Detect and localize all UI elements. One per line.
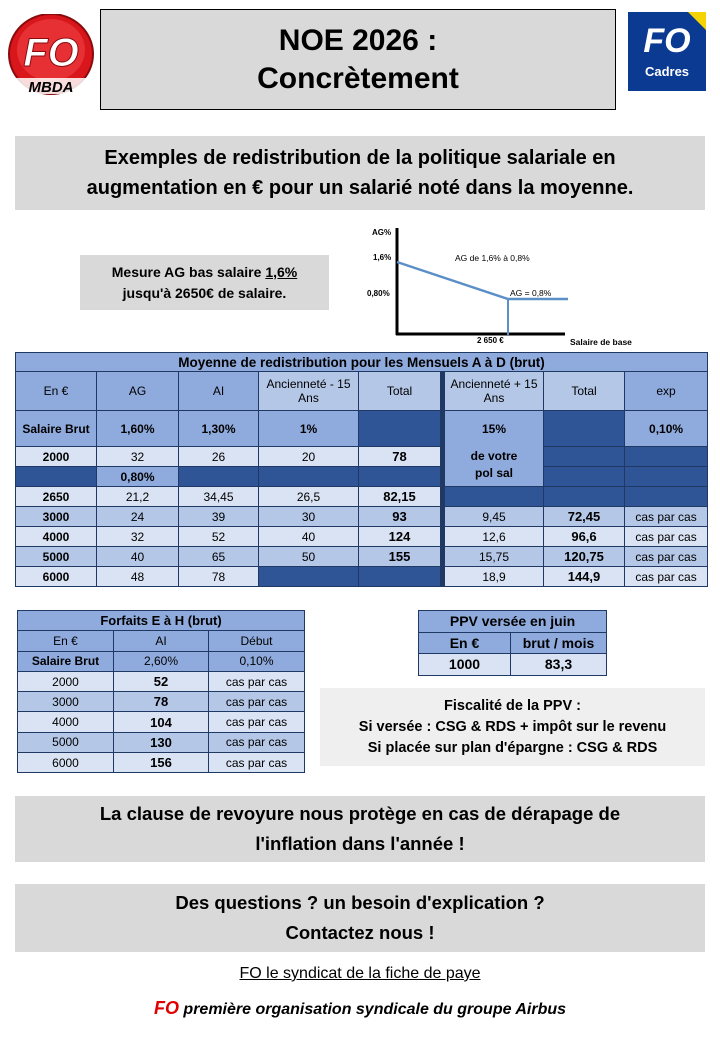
cell: 104 — [114, 712, 209, 732]
cell: cas par cas — [625, 547, 708, 567]
cell: 130 — [114, 732, 209, 752]
cell: 32 — [97, 527, 179, 547]
cell: 78 — [359, 447, 441, 467]
col-header: Total — [359, 372, 441, 411]
cell: 124 — [359, 527, 441, 547]
cell: 78 — [114, 692, 209, 712]
rate-label: Salaire Brut — [18, 651, 114, 671]
footer-slogan — [0, 965, 720, 983]
cell: 3000 — [16, 507, 97, 527]
footer-line-1: FO le syndicat de la fiche de paye — [239, 965, 481, 982]
clause-line-2: l'inflation dans l'année ! — [255, 833, 465, 854]
cell: 9,45 — [445, 507, 544, 527]
cell: 96,6 — [544, 527, 625, 547]
cell: 52 — [179, 527, 259, 547]
clause-banner — [15, 796, 705, 862]
rate-label: Salaire Brut — [16, 411, 97, 447]
contact-banner — [15, 884, 705, 952]
footer-brand: FO — [153, 998, 179, 1018]
footer-line-2: première organisation syndicale du groupe Airbus — [178, 1001, 567, 1018]
cell: 26 — [179, 447, 259, 467]
cell: 40 — [259, 527, 359, 547]
col-header: En € — [18, 631, 114, 651]
ag-diagram — [360, 225, 650, 350]
cell: 93 — [359, 507, 441, 527]
intro-line-1: Exemples de redistribution de la politique salariale en — [104, 147, 616, 169]
cell: 24 — [97, 507, 179, 527]
rate-debut: 0,10% — [209, 651, 305, 671]
cell: 40 — [97, 547, 179, 567]
cell: cas par cas — [209, 732, 305, 752]
ppv-title: PPV versée en juin — [419, 611, 607, 633]
slope-annotation: AG de 1,6% à 0,8% — [455, 253, 530, 263]
fiscalite-box — [320, 688, 705, 766]
cell: cas par cas — [209, 692, 305, 712]
cell: cas par cas — [209, 753, 305, 773]
cell: 39 — [179, 507, 259, 527]
cell: cas par cas — [209, 712, 305, 732]
rate-ag: 1,60% — [97, 411, 179, 447]
cell: 82,15 — [359, 487, 441, 507]
cell: 3000 — [18, 692, 114, 712]
fo-cadres-logo — [628, 12, 706, 91]
table-row — [16, 487, 708, 507]
footer-tagline — [0, 998, 720, 1019]
x-tick: 2 650 € — [477, 336, 504, 345]
table-row — [16, 547, 708, 567]
cell: 15,75 — [445, 547, 544, 567]
cell: 26,5 — [259, 487, 359, 507]
rate-exp: 0,10% — [625, 411, 708, 447]
cell: cas par cas — [625, 527, 708, 547]
cell: 6000 — [18, 753, 114, 773]
cell: 50 — [259, 547, 359, 567]
cell: 156 — [114, 753, 209, 773]
col-header: Ancienneté + 15 Ans — [445, 372, 544, 411]
contact-line-2: Contactez nous ! — [285, 922, 435, 943]
cell: cas par cas — [209, 671, 305, 691]
cell: 155 — [359, 547, 441, 567]
table-row — [16, 567, 708, 587]
cell: 32 — [97, 447, 179, 467]
table-row — [16, 527, 708, 547]
cell: 2650 — [16, 487, 97, 507]
col-header: AI — [179, 372, 259, 411]
cell: 20 — [259, 447, 359, 467]
cell: 4000 — [16, 527, 97, 547]
table-row — [18, 692, 305, 712]
col-header: AG — [97, 372, 179, 411]
col-header: En € — [419, 632, 511, 654]
cell: 18,9 — [445, 567, 544, 587]
contact-line-1: Des questions ? un besoin d'explication ? — [175, 892, 545, 913]
col-header: Début — [209, 631, 305, 651]
y-tick-low: 0,80% — [367, 289, 390, 298]
clause-line-1: La clause de revoyure nous protège en cas de dérapage de — [99, 803, 621, 824]
cell: cas par cas — [625, 507, 708, 527]
cell: 4000 — [18, 712, 114, 732]
cell: 5000 — [18, 732, 114, 752]
col-header: exp — [625, 372, 708, 411]
col-header: brut / mois — [511, 632, 607, 654]
col-header: En € — [16, 372, 97, 411]
mesure-prefix: Mesure AG bas salaire — [111, 263, 266, 280]
fiscalite-title: Fiscalité de la PPV : — [444, 697, 581, 714]
forfaits-table — [17, 610, 305, 773]
pol-sal-note: de votre pol sal — [470, 449, 518, 480]
col-header: Ancienneté - 15 Ans — [259, 372, 359, 411]
mesure-rate: 1,6% — [265, 263, 298, 280]
rate-anc-plus — [445, 411, 544, 487]
table-row — [419, 654, 607, 676]
fo-mbda-logo — [6, 14, 96, 98]
fiscalite-line-1: Si versée : CSG & RDS + impôt sur le revenu — [358, 718, 667, 735]
rate-ai: 2,60% — [114, 651, 209, 671]
cell: cas par cas — [625, 567, 708, 587]
table-row — [18, 753, 305, 773]
cell: 78 — [179, 567, 259, 587]
title-line-2: Concrètement — [257, 62, 459, 95]
intro-line-2: augmentation en € pour un salarié noté dans la moyenne. — [86, 177, 634, 199]
table-title: Moyenne de redistribution pour les Mensuels A à D (brut) — [16, 353, 708, 372]
table-row — [18, 732, 305, 752]
cell: 120,75 — [544, 547, 625, 567]
mesure-line-2: jusqu'à 2650€ de salaire. — [122, 284, 287, 301]
table-row — [18, 712, 305, 732]
cell: 2000 — [16, 447, 97, 467]
title-line-1: NOE 2026 : — [278, 24, 438, 57]
rate-ai: 1,30% — [179, 411, 259, 447]
cell: 48 — [97, 567, 179, 587]
rate-anc-plus-value: 15% — [481, 422, 507, 436]
cell: 83,3 — [511, 654, 607, 676]
fiscalite-line-2: Si placée sur plan d'épargne : CSG & RDS — [367, 739, 658, 756]
rate-anc: 1% — [259, 411, 359, 447]
table-row — [16, 447, 708, 467]
x-axis-label: Salaire de base — [570, 337, 632, 347]
cell: 144,9 — [544, 567, 625, 587]
cell: 65 — [179, 547, 259, 567]
cell: 52 — [114, 671, 209, 691]
flat-annotation: AG = 0,8% — [510, 288, 552, 298]
intro-banner — [15, 136, 705, 210]
table-row — [18, 671, 305, 691]
cell: 5000 — [16, 547, 97, 567]
fo-cadres-logo-sub: Cadres — [644, 64, 690, 79]
mensuels-table — [15, 352, 708, 587]
ppv-table — [418, 610, 607, 676]
table-row — [16, 507, 708, 527]
cell: 12,6 — [445, 527, 544, 547]
y-tick-high: 1,6% — [373, 253, 392, 262]
svg-text:MBDA: MBDA — [28, 79, 74, 96]
cell: 34,45 — [179, 487, 259, 507]
cell: 2000 — [18, 671, 114, 691]
col-header: Total — [544, 372, 625, 411]
forfaits-title: Forfaits E à H (brut) — [18, 611, 305, 631]
cell: 6000 — [16, 567, 97, 587]
y-axis-label: AG% — [372, 228, 392, 237]
ag-low-rate: 0,80% — [97, 467, 179, 487]
fo-cadres-logo-text: FO — [643, 22, 691, 60]
cell: 72,45 — [544, 507, 625, 527]
cell: 30 — [259, 507, 359, 527]
table-row — [16, 467, 708, 487]
svg-text:FO: FO — [23, 31, 79, 75]
mesure-box — [80, 255, 329, 310]
cell: 21,2 — [97, 487, 179, 507]
page-title — [100, 9, 616, 110]
cell: 1000 — [419, 654, 511, 676]
col-header: AI — [114, 631, 209, 651]
